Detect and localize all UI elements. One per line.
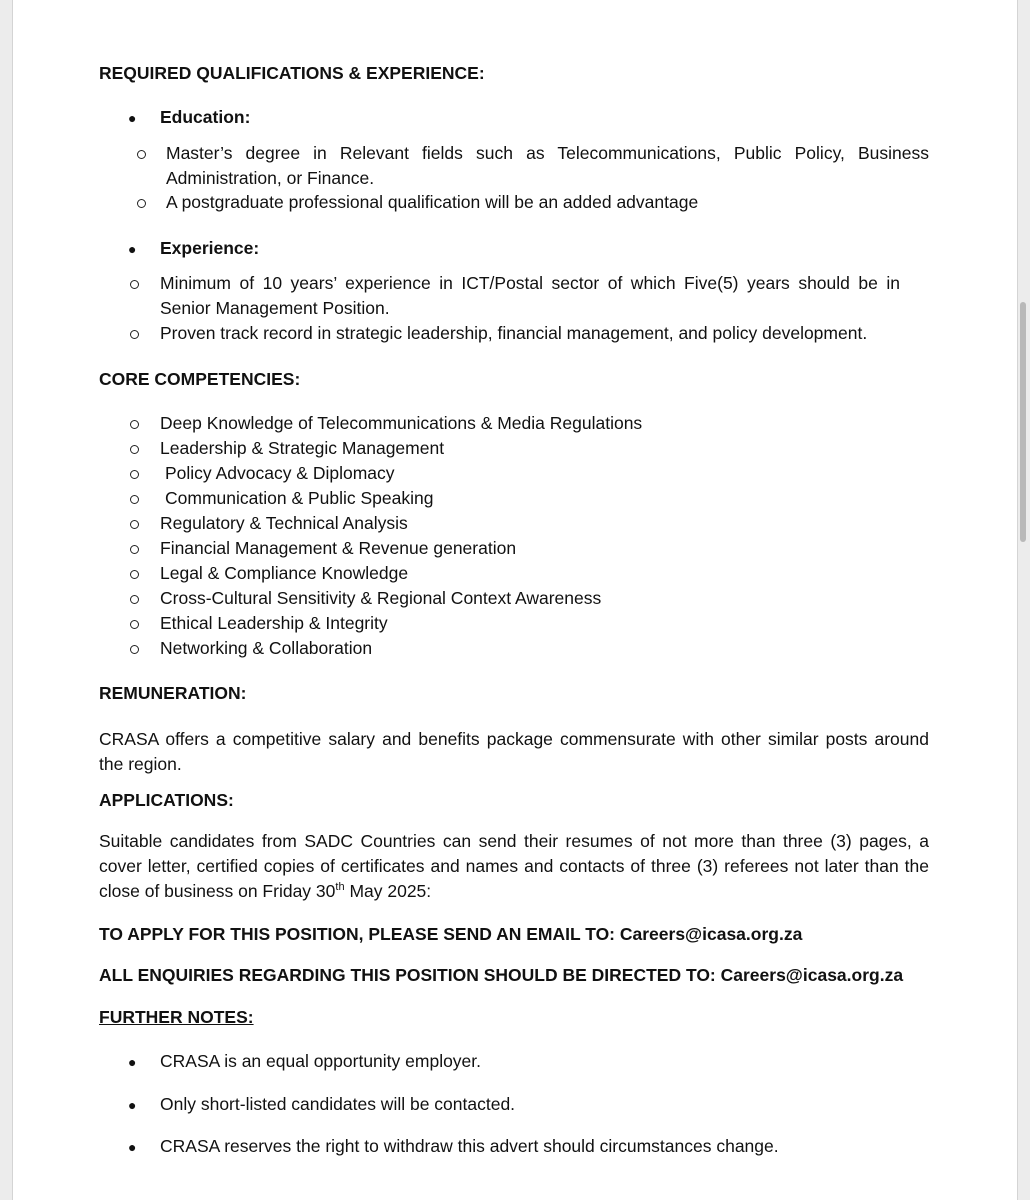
circle-bullet-icon [137, 150, 146, 159]
bullet-icon: ● [128, 241, 137, 257]
circle-bullet-icon [137, 199, 146, 208]
experience-label: Experience: [160, 238, 260, 258]
education-label: Education: [160, 107, 251, 127]
competency-item: Leadership & Strategic Management [160, 438, 445, 458]
enquiries-email-line: ALL ENQUIRIES REGARDING THIS POSITION SHOULD BE DIRECTED TO: Careers@icasa.org.za [99, 965, 904, 985]
applications-heading: APPLICATIONS: [99, 790, 234, 810]
further-note-item: CRASA reserves the right to withdraw this advert should circumstances change. [160, 1136, 779, 1156]
circle-bullet-icon [130, 330, 139, 339]
bullet-icon: ● [128, 110, 137, 126]
circle-bullet-icon [130, 495, 139, 504]
remuneration-text: CRASA offers a competitive salary and benefits package commensurate with other similar posts around the region. [99, 729, 929, 774]
experience-item: Minimum of 10 years’ experience in ICT/Postal sector of which Five(5) years should be in Senior Management Position. [160, 273, 900, 318]
circle-bullet-icon [130, 445, 139, 454]
competencies-heading: CORE COMPETENCIES: [99, 369, 301, 389]
further-note-item: CRASA is an equal opportunity employer. [160, 1051, 482, 1071]
competency-item: Cross-Cultural Sensitivity & Regional Context Awareness [160, 588, 602, 608]
competency-item: Policy Advocacy & Diplomacy [165, 463, 395, 483]
competency-item: Networking & Collaboration [160, 638, 373, 658]
circle-bullet-icon [130, 545, 139, 554]
competency-item: Financial Management & Revenue generation [160, 538, 517, 558]
circle-bullet-icon [130, 570, 139, 579]
applications-text: Suitable candidates from SADC Countries can send their resumes of not more than three (3) pages, a cover letter, certified copies of certificates and names and contacts of three (3) referees not later than the close of business on Friday 30th May 2025: [99, 831, 929, 901]
circle-bullet-icon [130, 470, 139, 479]
education-item: Master’s degree in Relevant fields such as Telecommunications, Public Policy, Business Administration, or Finance. [166, 143, 929, 188]
bullet-icon: ● [128, 1139, 137, 1155]
competency-item: Regulatory & Technical Analysis [160, 513, 408, 533]
qualifications-heading: REQUIRED QUALIFICATIONS & EXPERIENCE: [99, 63, 485, 83]
apply-email-line: TO APPLY FOR THIS POSITION, PLEASE SEND AN EMAIL TO: Careers@icasa.org.za [99, 924, 803, 944]
circle-bullet-icon [130, 280, 139, 289]
bullet-icon: ● [128, 1054, 137, 1070]
competency-item: Communication & Public Speaking [165, 488, 434, 508]
scrollbar-thumb[interactable] [1020, 302, 1026, 542]
bullet-icon: ● [128, 1097, 137, 1113]
circle-bullet-icon [130, 520, 139, 529]
competency-item: Ethical Leadership & Integrity [160, 613, 388, 633]
education-item: A postgraduate professional qualification will be an added advantage [166, 192, 699, 212]
competency-item: Legal & Compliance Knowledge [160, 563, 409, 583]
circle-bullet-icon [130, 420, 139, 429]
remuneration-heading: REMUNERATION: [99, 683, 247, 703]
further-note-item: Only short-listed candidates will be contacted. [160, 1094, 516, 1114]
competency-item: Deep Knowledge of Telecommunications & Media Regulations [160, 413, 643, 433]
circle-bullet-icon [130, 595, 139, 604]
circle-bullet-icon [130, 620, 139, 629]
experience-item: Proven track record in strategic leadership, financial management, and policy development. [160, 323, 868, 343]
circle-bullet-icon [130, 645, 139, 654]
further-notes-heading: FURTHER NOTES: [99, 1007, 254, 1027]
